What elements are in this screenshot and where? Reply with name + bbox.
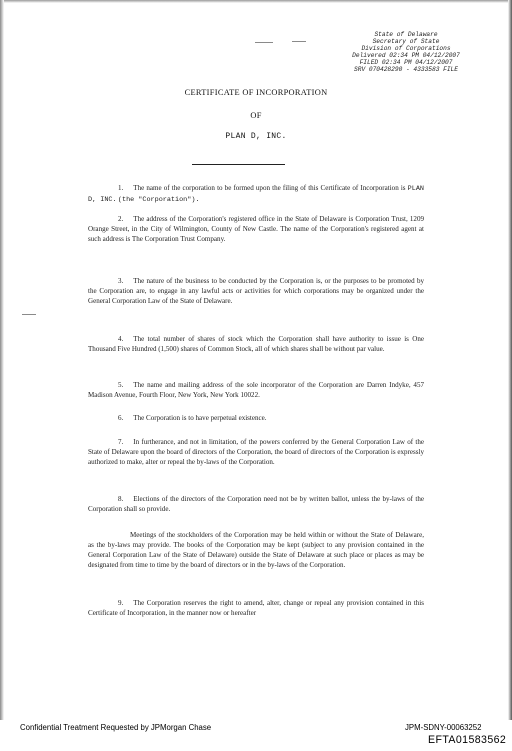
- article-text: The total number of shares of stock which the Corporation shall have authority to issue is One Thousand Five Hundred (1,500) shares of Common Stock, all of which shares shall be without par value.: [88, 335, 424, 353]
- article-4: [88, 334, 424, 354]
- scan-edge-left: [0, 0, 4, 720]
- article-9: [88, 598, 424, 618]
- article-number: 8.: [118, 495, 124, 503]
- stamp-line: FILED 02:34 PM 04/12/2007: [359, 58, 453, 66]
- article-text: The address of the Corporation's registered office in the State of Delaware is Corporation Trust, 1209 Orange Street, in the City of Wilmington, County of New Castle. The name of the Corporation's registered agent at such address is The Corporation Trust Company.: [88, 215, 424, 243]
- filing-stamp: [331, 32, 481, 73]
- article-text: The nature of the business to be conducted by the Corporation is, or the purposes to be promoted by the Corporation are, to engage in any lawful acts or activities for which corporations may be organized under the General Corporation Law of the State of Delaware.: [88, 277, 424, 305]
- article-5: [88, 380, 424, 400]
- bates-number: JPM-SDNY-00063252: [405, 723, 482, 732]
- article-7: [88, 437, 424, 467]
- company-name: PLAN D, INC.: [225, 132, 287, 141]
- article-text: The Corporation reserves the right to amend, alter, change or repeal any provision contained in this Certificate of Incorporation, in the manner now or hereafter: [88, 599, 424, 617]
- article-8: [88, 494, 424, 514]
- scan-edge-top: [0, 0, 512, 3]
- scan-speck: [292, 41, 306, 42]
- article-number: 1.: [118, 184, 124, 192]
- stamp-line: SRV 070428290 - 4333583 FILE: [354, 65, 458, 73]
- stamp-line: Secretary of State: [372, 37, 440, 45]
- article-1: [88, 183, 424, 205]
- article-number: 6.: [118, 414, 124, 422]
- efta-number: EFTA01583562: [428, 734, 507, 746]
- article-text: In furtherance, and not in limitation, of the powers conferred by the General Corporation Law of the State of Delaware upon the board of directors of the Corporation, the board of directors of the Corporation is expressly authorized to make, alter or repeal the by-laws of the Corporation.: [88, 438, 424, 466]
- article-6: [88, 413, 424, 423]
- stamp-line: State of Delaware: [374, 31, 438, 38]
- document-title: CERTIFICATE OF INCORPORATION: [184, 88, 328, 97]
- scan-speck: [22, 314, 36, 315]
- article-text: The name and mailing address of the sole incorporator of the Corporation are Darren Indyke, 457 Madison Avenue, Fourth Floor, New York, New York 10022.: [88, 381, 424, 399]
- article-2: [88, 214, 424, 244]
- article-number: 5.: [118, 381, 124, 389]
- stamp-line: Delivered 02:34 PM 04/12/2007: [352, 51, 460, 59]
- article-text: The name of the corporation to be formed upon the filing of this Certificate of Incorporation is: [133, 184, 408, 192]
- article-8-continued: [88, 530, 424, 570]
- title-divider: [192, 164, 285, 165]
- article-number: 2.: [118, 215, 124, 223]
- document-title-of: OF: [250, 111, 262, 120]
- article-text: The Corporation is to have perpetual existence.: [133, 414, 267, 422]
- article-number: 3.: [118, 277, 124, 285]
- article-text: Meetings of the stockholders of the Corporation may be held within or without the State of Delaware, as the by-laws may provide. The books of the Corporation may be kept (subject to any provision contained in the General Corporation Law of the State of Delaware) outside the State of Delaware at such place or places as may be designated from time to time by the board of directors or in the by-laws of the Corporation.: [88, 531, 424, 569]
- scan-edge-right: [508, 0, 512, 720]
- article-company-name: PLAN D, INC. (the "Corporation").: [88, 185, 424, 204]
- article-number: 9.: [118, 599, 124, 607]
- confidential-notice: Confidential Treatment Requested by JPMorgan Chase: [20, 723, 212, 732]
- article-3: [88, 276, 424, 306]
- article-text: Elections of the directors of the Corporation need not be by written ballot, unless the by-laws of the Corporation shall so provide.: [88, 495, 424, 513]
- article-number: 4.: [118, 335, 124, 343]
- stamp-line: Division of Corporations: [361, 44, 451, 52]
- article-number: 7.: [118, 438, 124, 446]
- scan-speck: [255, 42, 273, 43]
